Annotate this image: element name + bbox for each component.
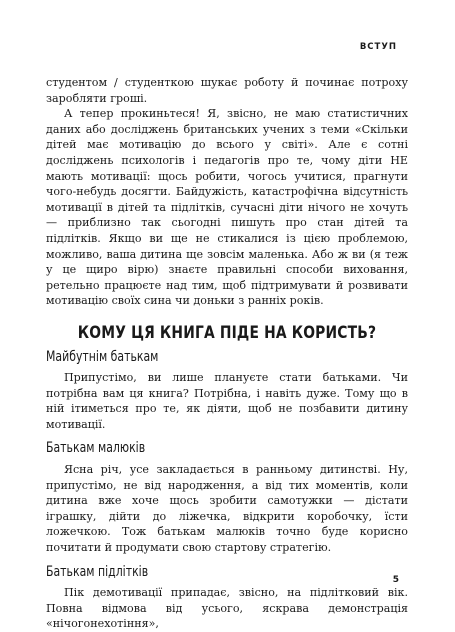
page-number: 5 bbox=[392, 575, 399, 585]
section-text-future-parents: Припустімо, ви лише плануєте стати батьками. Чи потрібна вам ця книга? Потрібна, і навіть дуже. Тому що в ній ітиметься про те, як діяти, щоб не позбавити дитину мотивації. bbox=[46, 371, 408, 431]
chapter-heading: КОМУ ЦЯ КНИГА ПІДЕ НА КОРИСТЬ? bbox=[77, 322, 377, 342]
running-head: ВСТУП bbox=[359, 42, 397, 52]
section-heading-teen-parents: Батькам підлітків bbox=[46, 563, 149, 580]
paragraph-continuation: студентом / студенткою шукає роботу й починає потроху заробляти гроші. bbox=[46, 76, 408, 105]
section-heading-future-parents: Майбутнім батькам bbox=[46, 348, 159, 365]
section-heading-toddler-parents: Батькам малюків bbox=[46, 440, 146, 457]
section-text-toddler-parents: Ясна річ, усе закладається в ранньому дитинстві. Ну, припустімо, не від народження, а від тих моментів, коли дитина вже хоче щось зробити самотужки — дістати іграшку, дійти до ліжечка, відкрити коробочку, їсти ложечкою. Тож батькам малюків точно буде корисно почитати й продумати свою стартову стратегію. bbox=[46, 463, 408, 555]
section-text-teen-parents: Пік демотивації припадає, звісно, на підлітковий вік. Повна відмова від усього, яскрава демонстрація «нічогонехотіння», bbox=[46, 586, 408, 631]
paragraph-intro: А тепер прокиньтеся! Я, звісно, не маю статистичних даних або досліджень британських учених з теми «Скільки дітей має мотивацію до всього у світі». Але є сотні досліджень психологів і педагогів про те, чому діти НЕ мають мотивації: щось робити, чогось учитися, прагнути чого-небудь досягти. Байдужість, катастрофічна відсутність мотивації в дітей та підлітків, сучасні діти нічого не хочуть — приблизно так сьогодні пишуть про стан дітей та підлітків. Якщо ви ще не стикалися із цією проблемою, можливо, ваша дитина ще зовсім маленька. Або ж ви (я теж у це щиро вірю) знаєте правильні способи виховання, ретельно працюєте над тим, щоб підтримувати й розвивати мотивацію своїх сина чи доньки з ранніх років. bbox=[46, 107, 408, 308]
page-body bbox=[46, 75, 408, 632]
